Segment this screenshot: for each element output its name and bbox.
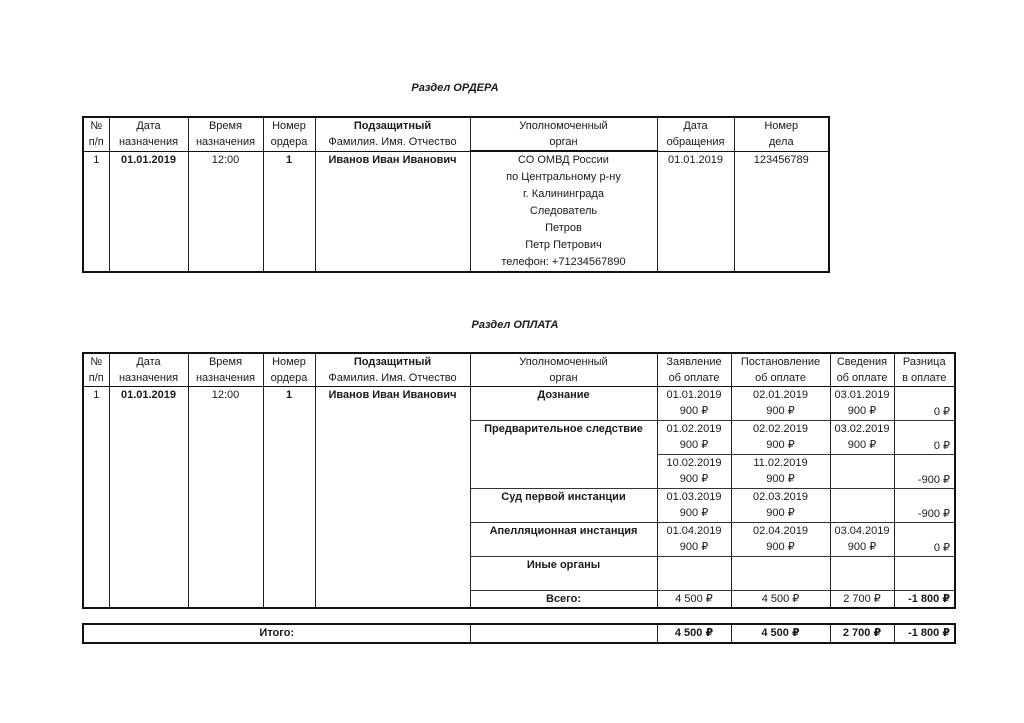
subtotal-label: Всего: [470,591,657,609]
order-num: 1 [83,151,109,272]
stage-inquiry: Дознание [470,387,657,421]
order-row [83,151,829,272]
payment-num: 1 [83,387,109,609]
header-difference: Разница в оплате [894,353,955,387]
stage-entry-cell: 01.01.2019 900 ₽ [657,387,731,421]
order-date: 01.01.2019 [109,151,188,272]
header-authority: Уполномоченный орган [470,353,657,387]
payment-client: Иванов Иван Иванович [315,387,470,609]
stage-appeal-instance: Апелляционная инстанция [470,523,657,557]
stage-entry-cell: 03.01.2019 900 ₽ [830,387,894,421]
stage-entry-cell: 01.02.2019 900 ₽ [657,421,731,455]
order-appeal-date: 01.01.2019 [657,151,734,272]
stage-entry-cell [830,489,894,523]
header-num: № п/п [83,117,109,151]
stage-diff [894,557,955,591]
subtotal-payment: 2 700 ₽ [830,591,894,609]
order-case-number: 123456789 [734,151,829,272]
header-client: Подзащитный Фамилия. Имя. Отчество [315,353,470,387]
payment-header-row [83,353,955,387]
order-client: Иванов Иван Иванович [315,151,470,272]
stage-entry-cell [830,557,894,591]
subtotal-application: 4 500 ₽ [657,591,731,609]
header-date: Дата назначения [109,353,188,387]
stage-entry-cell: 11.02.2019 900 ₽ [731,455,830,489]
stage-entry-cell [830,455,894,489]
payment-table [82,352,956,609]
header-payment-info: Сведения об оплате [830,353,894,387]
stage-entry-cell: 02.03.2019 900 ₽ [731,489,830,523]
grand-total-payment: 2 700 ₽ [830,624,894,643]
stage-entry-cell: 03.02.2019 900 ₽ [830,421,894,455]
header-appeal-date: Дата обращения [657,117,734,151]
stage-other-bodies: Иные органы [470,557,657,591]
grand-total-resolution: 4 500 ₽ [731,624,830,643]
header-date: Дата назначения [109,117,188,151]
grand-total-table [82,623,956,644]
header-order-number: Номер ордера [263,353,315,387]
grand-total-difference: -1 800 ₽ [894,624,955,643]
grand-total-label: Итого: [259,627,295,639]
header-order-number: Номер ордера [263,117,315,151]
payment-order-number: 1 [263,387,315,609]
subtotal-resolution: 4 500 ₽ [731,591,830,609]
header-client: Подзащитный Фамилия. Имя. Отчество [315,117,470,151]
header-time: Время назначения [188,353,263,387]
grand-total-spacer [470,624,657,643]
stage-entry-cell: 10.02.2019 900 ₽ [657,455,731,489]
order-table [82,116,830,273]
grand-total-application: 4 500 ₽ [657,624,731,643]
stage-entry-cell: 01.04.2019 900 ₽ [657,523,731,557]
stage-entry-cell: 01.03.2019 900 ₽ [657,489,731,523]
order-number: 1 [263,151,315,272]
order-header-row [83,117,829,151]
order-authority: СО ОМВД России по Центральному р-ну г. Калининграда Следователь Петров Петр Петрович телефон: +71234567890 [470,151,657,272]
order-time: 12:00 [188,151,263,272]
stage-entry-cell [731,557,830,591]
stage-diff: -900 ₽ [894,489,955,523]
payment-date: 01.01.2019 [109,387,188,609]
stage-diff: 0 ₽ [894,523,955,557]
payment-section-title: Раздел ОПЛАТА [471,319,559,331]
stage-first-instance-court: Суд первой инстанции [470,489,657,523]
order-section-title: Раздел ОРДЕРА [411,82,499,94]
stage-entry-cell [657,557,731,591]
stage-entry-cell: 03.04.2019 900 ₽ [830,523,894,557]
stage-entry-cell: 02.02.2019 900 ₽ [731,421,830,455]
stage-diff: 0 ₽ [894,421,955,455]
header-authority: Уполномоченный орган [470,117,657,151]
stage-diff: 0 ₽ [894,387,955,421]
subtotal-difference: -1 800 ₽ [894,591,955,609]
payment-time: 12:00 [188,387,263,609]
stage-preliminary-investigation: Предварительное следствие [470,421,657,489]
header-resolution: Постановление об оплате [731,353,830,387]
payment-row [83,387,955,421]
header-time: Время назначения [188,117,263,151]
stage-entry-cell: 02.01.2019 900 ₽ [731,387,830,421]
header-num: № п/п [83,353,109,387]
header-application: Заявление об оплате [657,353,731,387]
grand-total-row [83,624,955,643]
stage-diff: -900 ₽ [894,455,955,489]
header-case-number: Номер дела [734,117,829,151]
stage-entry-cell: 02.04.2019 900 ₽ [731,523,830,557]
